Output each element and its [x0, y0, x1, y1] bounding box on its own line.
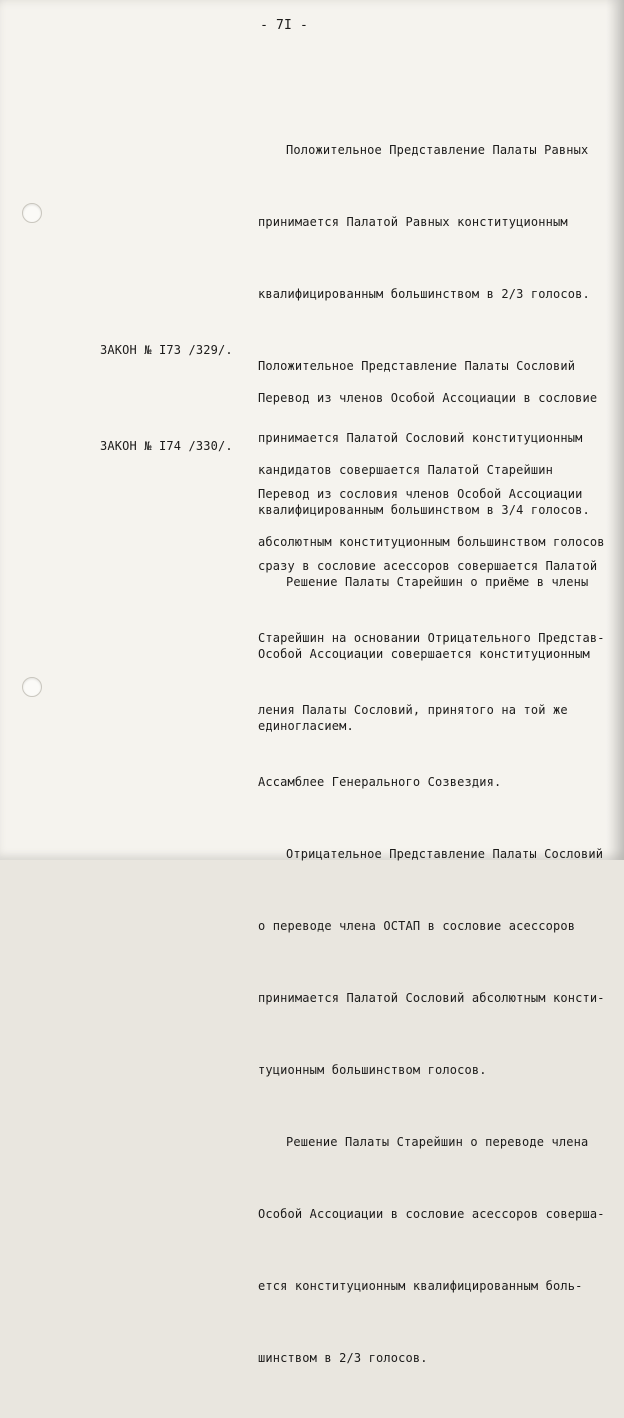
paragraph-line: Особой Ассоциации совершается конституционным — [258, 647, 590, 661]
punch-hole-top — [22, 203, 42, 223]
law-line: туционным большинством голосов. — [258, 1063, 487, 1077]
law-line: ется конституционным квалифицированным боль- — [258, 1279, 583, 1293]
paragraph-line: квалифицированным большинством в 2/3 голосов. — [258, 287, 590, 301]
law-line: Ассамблее Генерального Созвездия. — [258, 775, 502, 789]
law-line: ления Палаты Сословий, принятого на той же — [258, 703, 568, 717]
law-line: кандидатов совершается Палатой Старейшин — [258, 463, 553, 477]
law-line: Перевод из членов Особой Ассоциации в сословие — [258, 391, 598, 405]
law-line: принимается Палатой Сословий абсолютным консти- — [258, 991, 605, 1005]
law-line: о переводе члена ОСТАП в сословие асессоров — [258, 919, 576, 933]
law-label-173: ЗАКОН № I73 /329/. — [100, 343, 233, 357]
page-number: - 7I - — [260, 18, 308, 33]
law-line: Решение Палаты Старейшин о переводе члена — [286, 1135, 589, 1149]
law-line: Старейшин на основании Отрицательного Представ- — [258, 631, 605, 645]
law-line: абсолютным конституционным большинством голосов — [258, 535, 605, 549]
page-edge-shadow — [606, 0, 624, 860]
law-line: Особой Ассоциации в сословие асессоров соверша- — [258, 1207, 605, 1221]
law-line: Отрицательное Представление Палаты Сословий — [286, 847, 604, 861]
law-line: Перевод из сословия членов Особой Ассоциации — [258, 487, 583, 501]
paragraph-line: Положительное Представление Палаты Равных — [286, 143, 589, 157]
paragraph-line: единогласием. — [258, 719, 354, 733]
paragraph-line: Решение Палаты Старейшин о приёме в члены — [286, 575, 589, 589]
law-line: сразу в сословие асессоров совершается Палатой — [258, 559, 598, 573]
punch-hole-bottom — [22, 677, 42, 697]
law-text-174 — [258, 434, 605, 1418]
law-line: шинством в 2/3 голосов. — [258, 1351, 428, 1365]
paragraph-line: принимается Палатой Равных конституционным — [258, 215, 568, 229]
paragraph-line: Положительное Представление Палаты Сословий — [258, 359, 576, 373]
paragraph-line: квалифицированным большинством в 3/4 голосов. — [258, 503, 590, 517]
law-label-174: ЗАКОН № I74 /330/. — [100, 439, 233, 453]
paragraph-line: принимается Палатой Сословий конституционным — [258, 431, 583, 445]
